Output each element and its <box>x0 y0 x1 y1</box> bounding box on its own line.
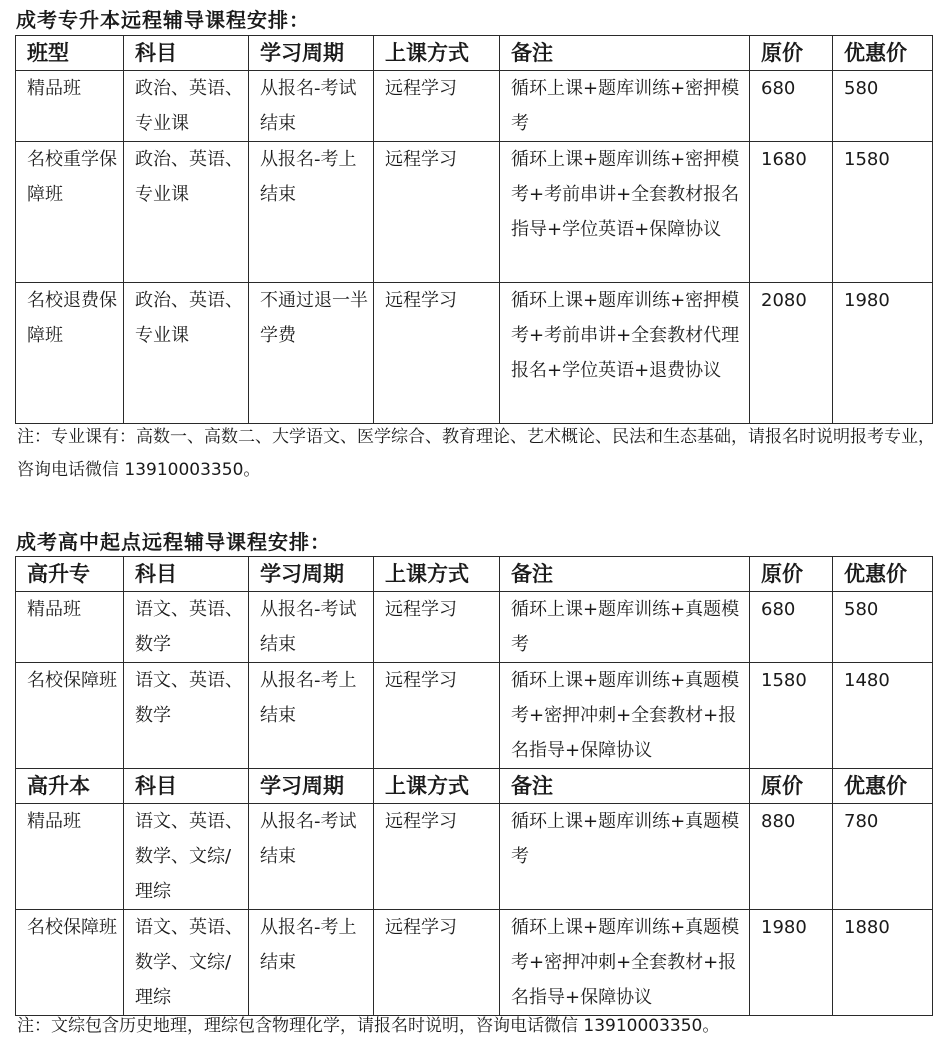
header-cell: 学习周期 <box>249 36 374 71</box>
period-cell: 不通过退一半学费 <box>249 283 374 424</box>
class-type-cell: 名校重学保障班 <box>16 142 124 283</box>
remark-cell: 循环上课+题库训练+真题模考 <box>500 592 750 663</box>
method-cell: 远程学习 <box>374 592 500 663</box>
header-cell: 上课方式 <box>374 557 500 592</box>
header-cell: 上课方式 <box>374 769 500 804</box>
table-row <box>16 71 933 142</box>
method-cell: 远程学习 <box>374 71 500 142</box>
period-cell: 从报名-考试结束 <box>249 804 374 910</box>
table-row <box>16 283 933 424</box>
original-price-cell: 1580 <box>750 663 833 769</box>
header-cell: 上课方式 <box>374 36 500 71</box>
method-cell: 远程学习 <box>374 804 500 910</box>
remark-cell: 循环上课+题库训练+真题模考 <box>500 804 750 910</box>
discount-price-cell: 580 <box>833 71 933 142</box>
zsb-course-table <box>15 35 933 424</box>
header-cell: 高升本 <box>16 769 124 804</box>
subjects-cell: 语文、英语、数学、文综/理综 <box>124 910 249 1016</box>
discount-price-cell: 1880 <box>833 910 933 1016</box>
remark-cell: 循环上课+题库训练+密押模考+考前串讲+全套教材报名指导+学位英语+保障协议 <box>500 142 750 283</box>
table-row <box>16 592 933 663</box>
header-cell: 备注 <box>500 36 750 71</box>
original-price-cell: 1980 <box>750 910 833 1016</box>
subjects-cell: 语文、英语、数学 <box>124 663 249 769</box>
period-cell: 从报名-考上结束 <box>249 910 374 1016</box>
table-header-row <box>16 769 933 804</box>
header-cell: 学习周期 <box>249 557 374 592</box>
period-cell: 从报名-考上结束 <box>249 142 374 283</box>
discount-price-cell: 1480 <box>833 663 933 769</box>
class-type-cell: 名校退费保障班 <box>16 283 124 424</box>
class-type-cell: 精品班 <box>16 71 124 142</box>
table-header-row <box>16 36 933 71</box>
discount-price-cell: 780 <box>833 804 933 910</box>
header-cell: 原价 <box>750 36 833 71</box>
header-cell: 高升专 <box>16 557 124 592</box>
original-price-cell: 680 <box>750 71 833 142</box>
method-cell: 远程学习 <box>374 910 500 1016</box>
table-header-row <box>16 557 933 592</box>
subjects-cell: 语文、英语、数学 <box>124 592 249 663</box>
remark-cell: 循环上课+题库训练+密押模考+考前串讲+全套教材代理报名+学位英语+退费协议 <box>500 283 750 424</box>
table-row <box>16 910 933 1016</box>
remark-cell: 循环上课+题库训练+真题模考+密押冲刺+全套教材+报名指导+保障协议 <box>500 663 750 769</box>
subjects-cell: 语文、英语、数学、文综/理综 <box>124 804 249 910</box>
header-cell: 原价 <box>750 557 833 592</box>
header-cell: 学习周期 <box>249 769 374 804</box>
header-cell: 优惠价 <box>833 36 933 71</box>
class-type-cell: 精品班 <box>16 804 124 910</box>
header-cell: 备注 <box>500 769 750 804</box>
class-type-cell: 精品班 <box>16 592 124 663</box>
section1-note: 注：专业课有：高数一、高数二、大学语文、医学综合、教育理论、艺术概论、民法和生态基础，请报名时说明报考专业，咨询电话微信 13910003350。 <box>17 427 935 480</box>
section2-note: 注：文综包含历史地理，理综包含物理化学，请报名时说明，咨询电话微信 13910003350。 <box>17 1016 720 1036</box>
gaozhong-course-table <box>15 556 933 1016</box>
header-cell: 优惠价 <box>833 769 933 804</box>
table-row <box>16 804 933 910</box>
period-cell: 从报名-考试结束 <box>249 592 374 663</box>
original-price-cell: 680 <box>750 592 833 663</box>
subjects-cell: 政治、英语、专业课 <box>124 142 249 283</box>
class-type-cell: 名校保障班 <box>16 663 124 769</box>
header-cell: 原价 <box>750 769 833 804</box>
table-row <box>16 663 933 769</box>
discount-price-cell: 1980 <box>833 283 933 424</box>
header-cell: 科目 <box>124 557 249 592</box>
header-cell: 科目 <box>124 769 249 804</box>
period-cell: 从报名-考试结束 <box>249 71 374 142</box>
discount-price-cell: 1580 <box>833 142 933 283</box>
original-price-cell: 2080 <box>750 283 833 424</box>
section2-title: 成考高中起点远程辅导课程安排： <box>16 530 331 554</box>
period-cell: 从报名-考上结束 <box>249 663 374 769</box>
method-cell: 远程学习 <box>374 142 500 283</box>
class-type-cell: 名校保障班 <box>16 910 124 1016</box>
header-cell: 备注 <box>500 557 750 592</box>
subjects-cell: 政治、英语、专业课 <box>124 283 249 424</box>
subjects-cell: 政治、英语、专业课 <box>124 71 249 142</box>
original-price-cell: 880 <box>750 804 833 910</box>
original-price-cell: 1680 <box>750 142 833 283</box>
table-row <box>16 142 933 283</box>
header-cell: 优惠价 <box>833 557 933 592</box>
header-cell: 班型 <box>16 36 124 71</box>
header-cell: 科目 <box>124 36 249 71</box>
method-cell: 远程学习 <box>374 663 500 769</box>
section1-title: 成考专升本远程辅导课程安排： <box>16 8 310 32</box>
remark-cell: 循环上课+题库训练+密押模考 <box>500 71 750 142</box>
remark-cell: 循环上课+题库训练+真题模考+密押冲刺+全套教材+报名指导+保障协议 <box>500 910 750 1016</box>
method-cell: 远程学习 <box>374 283 500 424</box>
discount-price-cell: 580 <box>833 592 933 663</box>
